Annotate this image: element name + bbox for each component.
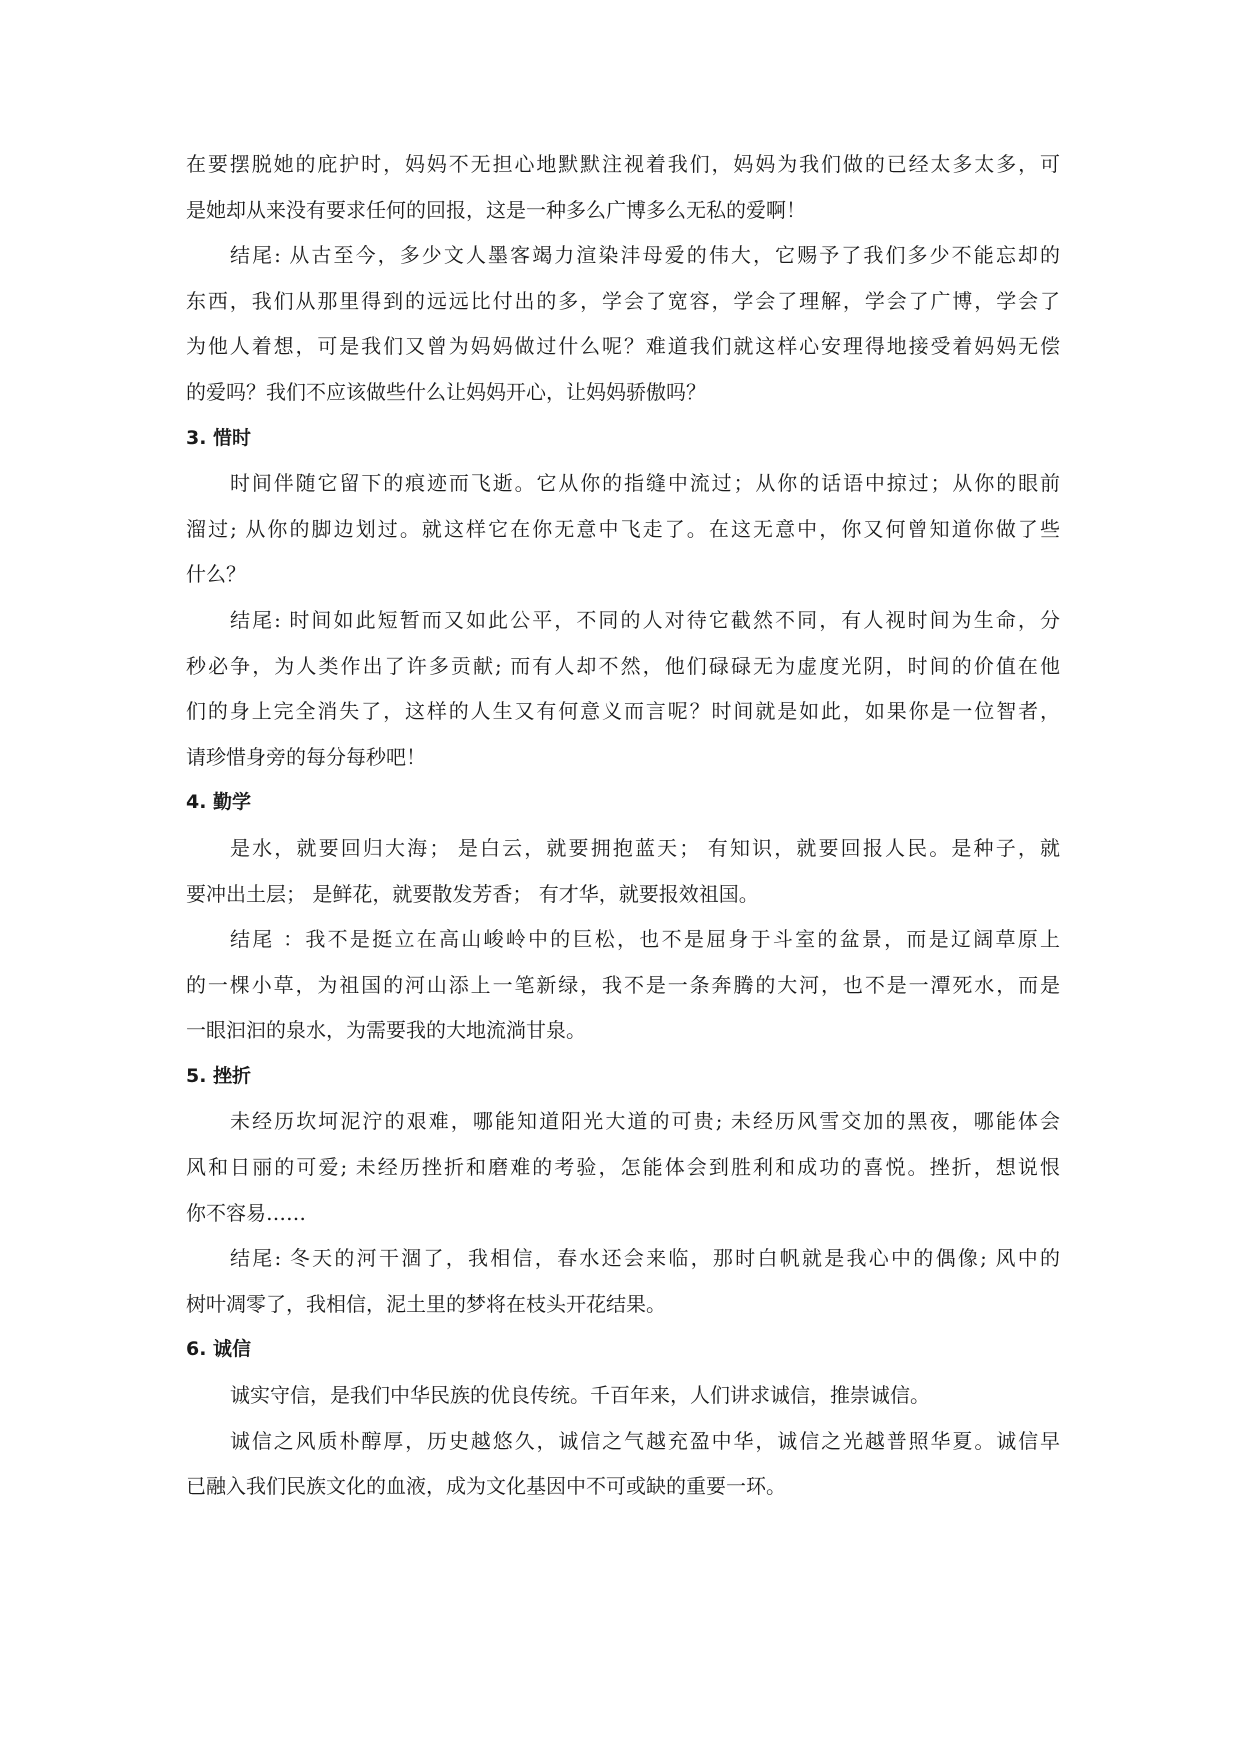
text-line: 在要摆脱她的庇护时，妈妈不无担心地默默注视着我们，妈妈为我们做的已经太多太多，可 <box>186 152 1060 176</box>
text-line: 溜过; 从你的脚边划过。就这样它在你无意中飞走了。在这无意中，你又何曾知道你做了些 <box>186 516 1060 541</box>
text-line: 的一棵小草，为祖国的河山添上一笔新绿，我不是一条奔腾的大河，也不是一潭死水，而是 <box>186 972 1060 997</box>
text-line: 是水，就要回归大海； 是白云，就要拥抱蓝天； 有知识，就要回报人民。是种子，就 <box>230 835 1060 860</box>
paragraph <box>186 461 1060 598</box>
text-line: 什么？ <box>186 562 246 587</box>
paragraph <box>186 917 1060 1054</box>
text-line: 结尾: 冬天的河干涸了，我相信，春水还会来临，那时白帆就是我心中的偶像; 风中的 <box>230 1246 1060 1271</box>
document-body <box>186 142 1060 1510</box>
section-heading: 3. 惜时 <box>186 426 252 449</box>
text-line: 一眼汩汩的泉水，为需要我的大地流淌甘泉。 <box>186 1018 586 1043</box>
text-line: 已融入我们民族文化的血液，成为文化基因中不可或缺的重要一环。 <box>186 1474 786 1499</box>
text-line: 树叶凋零了，我相信，泥土里的梦将在枝头开花结果。 <box>186 1291 666 1316</box>
paragraph <box>186 233 1060 415</box>
text-line: 诚信之风质朴醇厚，历史越悠久，诚信之气越充盈中华，诚信之光越普照华夏。诚信早 <box>230 1428 1060 1453</box>
text-line: 诚实守信，是我们中华民族的优良传统。千百年来，人们讲求诚信，推崇诚信。 <box>230 1383 930 1408</box>
paragraph <box>186 1236 1060 1327</box>
text-line: 的爱吗？我们不应该做些什么让妈妈开心，让妈妈骄傲吗？ <box>186 379 706 404</box>
paragraph <box>186 598 1060 780</box>
text-line: 未经历坎坷泥泞的艰难，哪能知道阳光大道的可贵; 未经历风雪交加的黑夜，哪能体会 <box>230 1109 1060 1134</box>
paragraph <box>186 1419 1060 1510</box>
text-line: 风和日丽的可爱; 未经历挫折和磨难的考验，怎能体会到胜利和成功的喜悦。挫折，想说恨 <box>186 1155 1060 1180</box>
text-line: 结尾 ：我不是挺立在高山峻岭中的巨松，也不是屈身于斗室的盆景，而是辽阔草原上 <box>230 927 1060 952</box>
text-line: 结尾: 从古至今，多少文人墨客竭力渲染沣母爱的伟大，它赐予了我们多少不能忘却的 <box>230 243 1060 268</box>
paragraph <box>186 826 1060 917</box>
section-heading: 4. 勤学 <box>186 791 252 814</box>
paragraph <box>186 142 1060 233</box>
text-line: 是她却从来没有要求任何的回报，这是一种多么广博多么无私的爱啊！ <box>186 197 806 222</box>
text-line: 为他人着想，可是我们又曾为妈妈做过什么呢？难道我们就这样心安理得地接受着妈妈无偿 <box>186 334 1060 359</box>
text-line: 要冲出土层； 是鲜花，就要散发芳香； 有才华，就要报效祖国。 <box>186 881 759 906</box>
text-line: 们的身上完全消失了，这样的人生又有何意义而言呢？时间就是如此，如果你是一位智者， <box>186 699 1060 724</box>
paragraph <box>186 1373 1060 1419</box>
text-line: 结尾: 时间如此短暂而又如此公平，不同的人对待它截然不同，有人视时间为生命，分 <box>230 607 1060 632</box>
text-line: 你不容易…… <box>186 1200 306 1225</box>
text-line: 时间伴随它留下的痕迹而飞逝。它从你的指缝中流过；从你的话语中掠过；从你的眼前 <box>230 471 1060 496</box>
section-heading: 6. 诚信 <box>186 1338 252 1361</box>
text-line: 东西，我们从那里得到的远远比付出的多，学会了宽容，学会了理解，学会了广博，学会了 <box>186 288 1060 313</box>
paragraph <box>186 1099 1060 1236</box>
text-line: 秒必争，为人类作出了许多贡献; 而有人却不然，他们碌碌无为虚度光阴，时间的价值在他 <box>186 653 1060 678</box>
section-heading: 5. 挫折 <box>186 1064 252 1087</box>
text-line: 请珍惜身旁的每分每秒吧！ <box>186 744 426 769</box>
